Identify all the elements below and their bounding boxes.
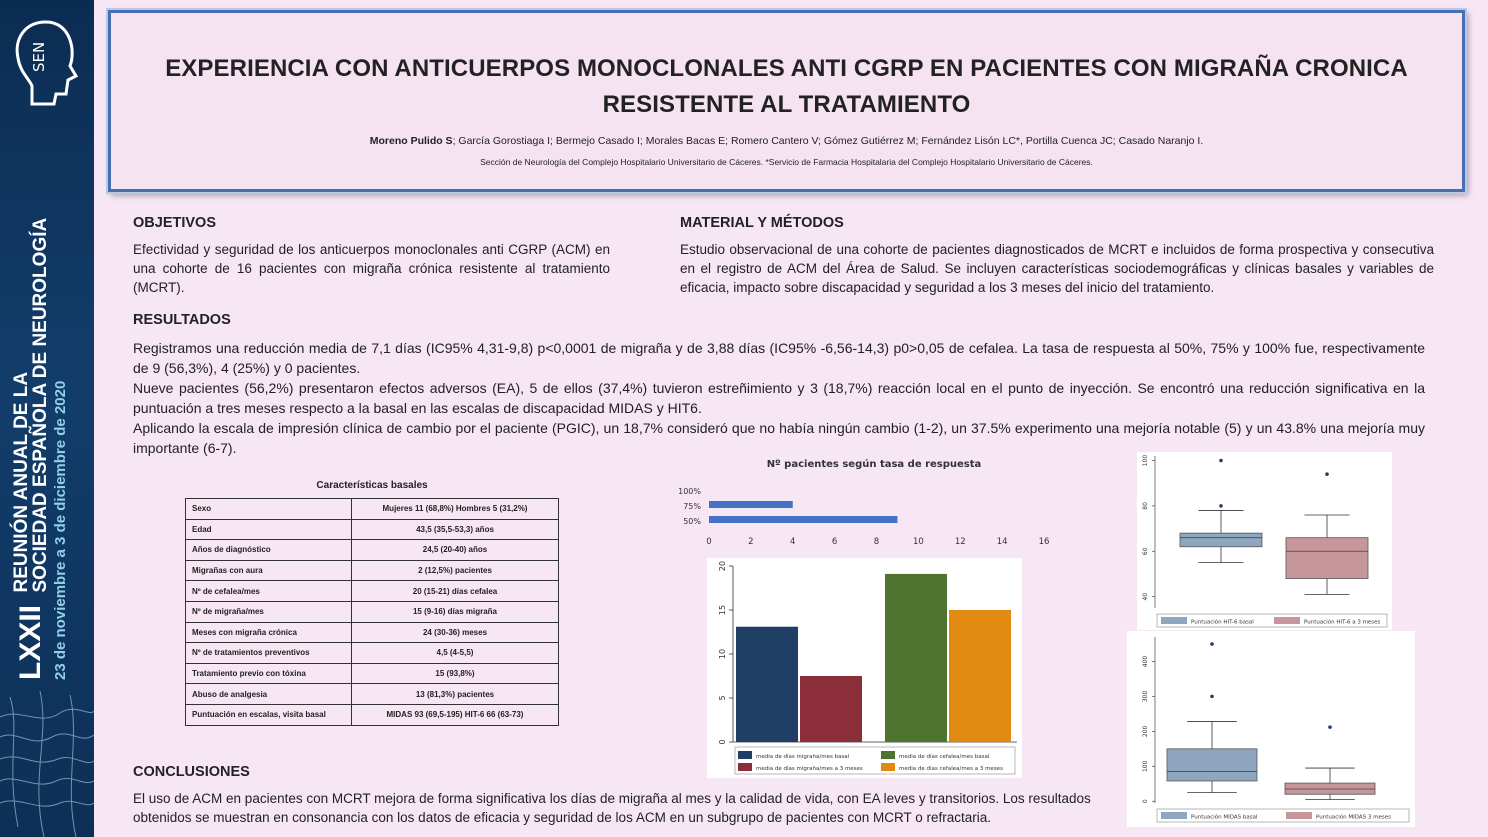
x-tick-label: 8 xyxy=(873,537,880,547)
brain-graphic-icon xyxy=(0,677,94,837)
table-row xyxy=(186,560,559,581)
row-value: 2 (12,5%) pacientes xyxy=(352,560,559,581)
row-value: 43,5 (35,5-53,3) años xyxy=(352,519,559,540)
x-tick-label: 10 xyxy=(912,537,924,547)
bar xyxy=(800,676,862,742)
poster-header xyxy=(108,10,1465,192)
objetivos-text: Efectividad y seguridad de los anticuerpos monoclonales anti CGRP (ACM) en una cohorte de 16 pacientes con migraña crónica resistente al tratamiento (MCRT). xyxy=(133,242,610,295)
box xyxy=(1167,749,1257,781)
row-value: 15 (9-16) días migraña xyxy=(352,601,559,622)
chart-title: Nº pacientes según tasa de respuesta xyxy=(766,459,982,470)
legend-swatch xyxy=(1274,617,1300,624)
outlier-point xyxy=(1210,695,1214,699)
legend-label: media de días migraña/mes basal xyxy=(756,754,850,760)
legend-label: media de días cefalea/mes a 3 meses xyxy=(899,766,1003,772)
outlier-point xyxy=(1219,504,1223,508)
legend-swatch xyxy=(881,763,895,771)
midas-boxplot xyxy=(1127,631,1415,827)
table-row xyxy=(186,704,559,725)
y-tick-label: 15 xyxy=(718,604,727,616)
row-label: Edad xyxy=(186,519,352,540)
hit6-boxplot-panel xyxy=(1137,452,1392,630)
x-tick-label: 2 xyxy=(748,537,754,547)
y-tick-label: 0 xyxy=(718,739,727,745)
y-tick-label: 0 xyxy=(1142,799,1149,804)
edition-number: LXXII xyxy=(14,604,48,680)
conference-dates: 23 de noviembre a 3 de diciembre de 2020 xyxy=(51,380,69,680)
row-value: 15 (93,8%) xyxy=(352,663,559,684)
table-row xyxy=(186,581,559,602)
legend-label: Puntuación HIT-6 a 3 meses xyxy=(1304,619,1381,626)
y-tick-label: 300 xyxy=(1142,690,1149,703)
resultados-paragraph-2: Nueve pacientes (56,2%) presentaron efectos adversos (EA), 5 de ellos (37,4%) tuvieron estreñimiento y 3 (18,7%) reacción local en el punto de inyección. Se encontró una reducción significativa en la puntuación a tres meses respecto a la basal en las escalas de discapacidad MIDAS y HIT6. xyxy=(133,380,1425,416)
row-value: 13 (81,3%) pacientes xyxy=(352,684,559,705)
row-value: 24 (30-36) meses xyxy=(352,622,559,643)
headache-days-chart xyxy=(707,558,1022,778)
x-tick-label: 12 xyxy=(954,537,966,547)
hit6-boxplot xyxy=(1137,452,1392,630)
x-tick-label: 4 xyxy=(790,537,796,547)
affiliation: Sección de Neurología del Complejo Hospitalario Universitario de Cáceres. *Servicio de Farmacia Hospitalaria del Complejo Hospitalario Universitario de Cáceres. xyxy=(480,157,1093,167)
row-value: Mujeres 11 (68,8%) Hombres 5 (31,2%) xyxy=(352,499,559,520)
y-tick-label: 5 xyxy=(718,695,727,701)
row-label: Tratamiento previo con tóxina xyxy=(186,663,352,684)
row-value: 4,5 (4-5,5) xyxy=(352,643,559,664)
resultados-paragraph-3: Aplicando la escala de impresión clínica de cambio por el paciente (PGIC), un 18,7% consideró que no había ningún cambio (1-2), un 37.5% experimento una mejoría notable (5) y un 43.8% una mejoría muy importante (6-7). xyxy=(133,420,1425,456)
legend-label: media de días cefalea/mes basal xyxy=(899,754,990,760)
category-label: 50% xyxy=(683,517,701,526)
reunion-line-1: REUNIÓN ANUAL DE LA xyxy=(11,371,32,593)
x-tick-label: 0 xyxy=(706,537,712,547)
outlier-point xyxy=(1328,725,1332,729)
reunion-title xyxy=(12,218,51,593)
metodos-heading: MATERIAL Y MÉTODOS xyxy=(680,215,844,231)
conclusiones-text: El uso de ACM en pacientes con MCRT mejora de forma significativa los días de migraña al mes y la calidad de vida, con EA leves y transitorios. Los resultados obtenidos se muestran en consonancia con los datos de eficacia y seguridad de los ACM en un subgrupo de pacientes con MCRT o refractaria. xyxy=(133,791,1091,825)
row-label: Nº de migraña/mes xyxy=(186,601,352,622)
objetivos-heading: OBJETIVOS xyxy=(133,215,216,231)
table-row xyxy=(186,499,559,520)
first-author: Moreno Pulido S xyxy=(369,135,453,147)
reunion-line-2: SOCIEDAD ESPAÑOLA DE NEUROLOGÍA xyxy=(30,217,52,593)
row-label: Puntuación en escalas, visita basal xyxy=(186,704,352,725)
table-row xyxy=(186,519,559,540)
legend-swatch xyxy=(738,763,752,771)
table-row xyxy=(186,622,559,643)
title-line-2: RESISTENTE AL TRATAMIENTO xyxy=(602,91,971,118)
sen-logo xyxy=(10,14,82,114)
y-tick-label: 200 xyxy=(1142,725,1149,738)
row-value: 24,5 (20-40) años xyxy=(352,540,559,561)
author-list xyxy=(111,135,1462,147)
sen-logo-text: SEN xyxy=(30,41,48,72)
table xyxy=(185,498,559,726)
y-tick-label: 100 xyxy=(1142,454,1149,467)
y-tick-label: 400 xyxy=(1142,655,1149,668)
metodos-text: Estudio observacional de una cohorte de pacientes diagnosticados de MCRT e incluidos de forma prospectiva y consecutiva en el registro de ACM del Área de Salud. Se incluyen características sociodemográficas y clínicas basales y variables de eficacia, impacto sobre discapacidad y seguridad a los 3 meses del inicio del tratamiento. xyxy=(680,242,1434,295)
x-tick-label: 6 xyxy=(831,537,838,547)
table-row xyxy=(186,663,559,684)
y-tick-label: 60 xyxy=(1142,547,1149,556)
conference-banner xyxy=(0,0,94,837)
conclusiones-heading: CONCLUSIONES xyxy=(133,764,250,780)
y-tick-label: 10 xyxy=(718,648,727,660)
category-label: 100% xyxy=(678,487,701,496)
y-tick-label: 40 xyxy=(1142,592,1149,601)
table-row xyxy=(186,684,559,705)
y-tick-label: 100 xyxy=(1142,760,1149,773)
poster-title xyxy=(111,51,1462,123)
box xyxy=(1286,538,1368,579)
box xyxy=(1180,533,1262,547)
legend-swatch xyxy=(881,751,895,759)
legend-label: media de días migraña/mes a 3 meses xyxy=(756,766,863,772)
bar xyxy=(885,574,947,742)
banner-vertical-text xyxy=(12,160,82,680)
baseline-characteristics-table xyxy=(185,480,559,726)
y-tick-label: 80 xyxy=(1142,502,1149,510)
row-label: Meses con migraña crónica xyxy=(186,622,352,643)
legend-swatch xyxy=(1161,812,1187,819)
legend-swatch xyxy=(738,751,752,759)
bar xyxy=(709,501,793,508)
bar xyxy=(709,516,897,523)
x-tick-label: 14 xyxy=(996,537,1008,547)
outlier-point xyxy=(1219,459,1223,463)
response-rate-chart xyxy=(666,452,1066,552)
midas-boxplot-panel xyxy=(1127,631,1415,827)
row-label: Abuso de analgesia xyxy=(186,684,352,705)
headache-days-chart-panel xyxy=(707,558,1022,778)
bar xyxy=(949,610,1011,742)
x-tick-label: 16 xyxy=(1038,537,1050,547)
row-label: Nº de cefalea/mes xyxy=(186,581,352,602)
row-label: Años de diagnóstico xyxy=(186,540,352,561)
outlier-point xyxy=(1210,642,1214,646)
title-line-1: EXPERIENCIA CON ANTICUERPOS MONOCLONALES ANTI CGRP EN PACIENTES CON MIGRAÑA CRONICA xyxy=(165,55,1408,82)
row-label: Sexo xyxy=(186,499,352,520)
legend-swatch xyxy=(1286,812,1312,819)
row-value: MIDAS 93 (69,5-195) HIT-6 66 (63-73) xyxy=(352,704,559,725)
legend-label: Puntuación HIT-6 basal xyxy=(1191,619,1254,626)
resultados-heading: RESULTADOS xyxy=(133,312,231,328)
table-row xyxy=(186,540,559,561)
legend-label: Puntuación MIDAS 3 meses xyxy=(1316,814,1391,821)
other-authors: ; García Gorostiaga I; Bermejo Casado I; Morales Bacas E; Romero Cantero V; Gómez Gutiérrez M; Fernández Lisón LC*, Portilla Cuenca JC; Casado Naranjo I. xyxy=(452,135,1204,147)
row-label: Migrañas con aura xyxy=(186,560,352,581)
legend-swatch xyxy=(1161,617,1187,624)
table-row xyxy=(186,601,559,622)
table-row xyxy=(186,643,559,664)
row-value: 20 (15-21) días cefalea xyxy=(352,581,559,602)
resultados-paragraph-1: Registramos una reducción media de 7,1 días (IC95% 4,31-9,8) p<0,0001 de migraña y de 3,88 días (IC95% -6,56-14,3) p0>0,05 de cefalea. La tasa de respuesta al 50%, 75% y 100% fue, respectivamente de 9 (56,3%), 4 (25%) y 0 pacientes. xyxy=(133,340,1425,376)
resultados-text xyxy=(133,338,1425,458)
y-tick-label: 20 xyxy=(718,560,727,572)
category-label: 75% xyxy=(683,502,701,511)
row-label: Nº de tratamientos preventivos xyxy=(186,643,352,664)
legend-label: Puntuación MIDAS basal xyxy=(1191,814,1258,821)
outlier-point xyxy=(1325,472,1329,476)
table-caption: Características basales xyxy=(316,480,428,491)
bar xyxy=(736,627,798,742)
